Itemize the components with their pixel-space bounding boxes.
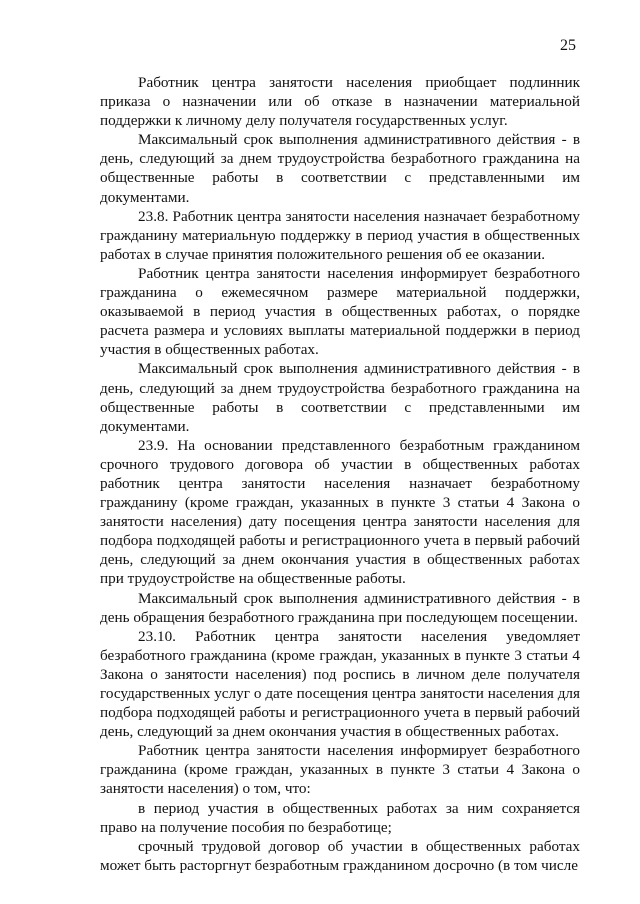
paragraph: Максимальный срок выполнения административного действия - в день, следующий за днем трудоустройства безработного гражданина на общественные работы в соответствии с представленными им документами. xyxy=(100,360,580,435)
paragraph: Работник центра занятости населения информирует безработного гражданина о ежемесячном размере материальной поддержки, оказываемой в период участия в общественных работах, о порядке расчета размера и условиях выплаты материальной поддержки в период участия в общественных работах. xyxy=(100,264,580,359)
paragraph: Работник центра занятости населения приобщает подлинник приказа о назначении или об отказе в назначении материальной поддержки к личному делу получателя государственных услуг. xyxy=(100,74,580,130)
page-number: 25 xyxy=(560,37,576,54)
paragraph: 23.9. На основании представленного безработным гражданином срочного трудового договора об участии в общественных работах работник центра занятости населения назначает безработному гражданину (кроме граждан, указанных в пункте 3 статьи 4 Закона о занятости населения) дату посещения центра занятости населения для подбора подходящей работы и регистрационного учета в первый рабочий день, следующий за днем окончания участия в общественных работах при трудоустройстве на общественные работы. xyxy=(100,436,580,588)
paragraph: 23.10. Работник центра занятости населения уведомляет безработного гражданина (кроме граждан, указанных в пункте 3 статьи 4 Закона о занятости населения) под роспись в личном деле получателя государственных услуг о дате посещения центра занятости населения для подбора подходящей работы и регистрационного учета в первый рабочий день, следующий за днем окончания участия в общественных работах. xyxy=(100,627,580,741)
document-body xyxy=(100,73,580,875)
paragraph: Максимальный срок выполнения административного действия - в день обращения безработного гражданина при последующем посещении. xyxy=(100,589,580,626)
paragraph: 23.8. Работник центра занятости населения назначает безработному гражданину материальную поддержку в период участия в общественных работах в случае принятия положительного решения об ее оказании. xyxy=(100,207,580,263)
paragraph: Максимальный срок выполнения административного действия - в день, следующий за днем трудоустройства безработного гражданина на общественные работы в соответствии с представленными им документами. xyxy=(100,131,580,206)
paragraph: в период участия в общественных работах за ним сохраняется право на получение пособия по безработице; xyxy=(100,799,580,836)
paragraph: Работник центра занятости населения информирует безработного гражданина (кроме граждан, указанных в пункте 3 статьи 4 Закона о занятости населения) о том, что: xyxy=(100,742,580,798)
paragraph: срочный трудовой договор об участии в общественных работах может быть расторгнут безработным гражданином досрочно (в том числе xyxy=(100,837,580,874)
